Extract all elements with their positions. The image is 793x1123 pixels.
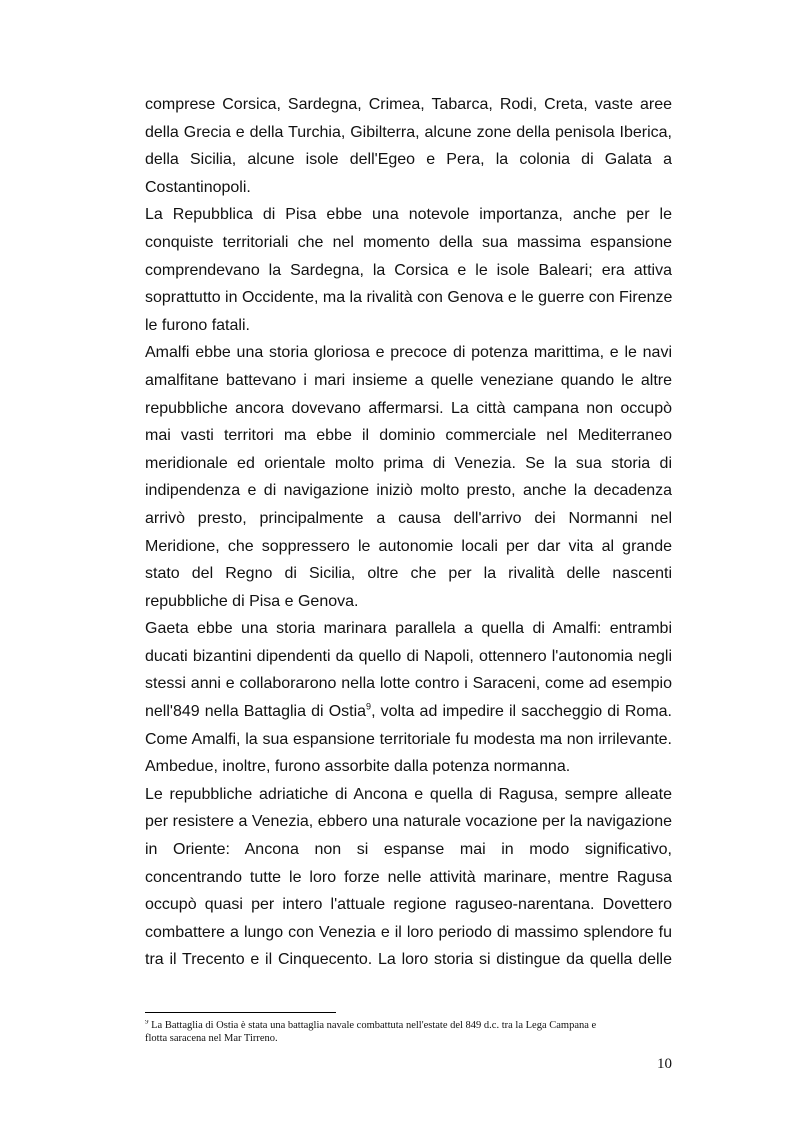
text-line: stessi anni e collaborarono nella lotte contro i Saraceni, come ad esempio: [145, 675, 672, 693]
text-line: Amalfi ebbe una storia gloriosa e precoce di potenza marittima, e le navi: [145, 344, 672, 362]
text-line: conquiste territoriali che nel momento della sua massima espansione: [145, 233, 672, 251]
footnote-separator: [145, 1012, 336, 1013]
text-line: tra il Trecento e il Cinquecento. La loro storia si distingue da quella delle: [145, 951, 672, 969]
text-line: occupò quasi per intero l'attuale regione raguseo-narentana. Dovettero: [145, 896, 672, 914]
text-line: repubbliche ancora dovevano affermarsi. La città campana non occupò: [145, 399, 672, 417]
text-line: indipendenza e di navigazione iniziò molto presto, anche la decadenza: [145, 482, 672, 500]
body-text: [145, 91, 672, 974]
text-line: Costantinopoli.: [145, 178, 251, 196]
text-line-with-footnote-ref: [145, 698, 672, 726]
text-line: mai vasti territori ma ebbe il dominio commerciale nel Mediterraneo: [145, 427, 672, 445]
text-line: Meridione, che soppressero le autonomie locali per dar vita al grande: [145, 537, 672, 555]
footnote-ref-9[interactable]: 9: [366, 701, 372, 712]
footnote-text: La Battaglia di Ostia è stata una battaglia navale combattuta nell'estate del 849 d.c. tra la Lega Campana e: [148, 1020, 597, 1031]
text-line: comprese Corsica, Sardegna, Crimea, Tabarca, Rodi, Creta, vaste aree: [145, 96, 672, 113]
footnote: [145, 1020, 672, 1045]
text-line: La Repubblica di Pisa ebbe una notevole importanza, anche per le: [145, 206, 672, 224]
footnote-line: [145, 1020, 672, 1033]
text-line: meridionale ed orientale molto prima di Venezia. Se la sua storia di: [145, 454, 672, 472]
text-line: le furono fatali.: [145, 316, 250, 334]
text-line: concentrando tutte le loro forze nelle attività marinare, mentre Ragusa: [145, 868, 672, 886]
text-line: combattere a lungo con Venezia e il loro periodo di massimo splendore fu: [145, 923, 672, 941]
text-line: Come Amalfi, la sua espansione territoriale fu modesta ma non irrilevante.: [145, 730, 672, 748]
text-line: repubbliche di Pisa e Genova.: [145, 592, 359, 610]
text-segment: nell'849 nella Battaglia di Ostia: [145, 703, 367, 721]
text-line: comprendevano la Sardegna, la Corsica e le isole Baleari; era attiva: [145, 261, 672, 279]
text-line: Ambedue, inoltre, furono assorbite dalla potenza normanna.: [145, 758, 571, 776]
text-segment: , volta ad impedire il saccheggio di Roma.: [371, 703, 672, 721]
text-line: soprattutto in Occidente, ma la rivalità con Genova e le guerre con Firenze: [145, 289, 672, 307]
text-line: Le repubbliche adriatiche di Ancona e quella di Ragusa, sempre alleate: [145, 785, 672, 803]
text-line: in Oriente: Ancona non si espanse mai in modo significativo,: [145, 841, 672, 859]
text-line: della Sicilia, alcune isole dell'Egeo e Pera, la colonia di Galata a: [145, 151, 672, 169]
text-line: Gaeta ebbe una storia marinara parallela a quella di Amalfi: entrambi: [145, 620, 672, 638]
text-line: stato del Regno di Sicilia, oltre che per la rivalità delle nascenti: [145, 565, 672, 583]
footnote-line: flotta saracena nel Mar Tirreno.: [145, 1032, 278, 1044]
text-line: per resistere a Venezia, ebbero una naturale vocazione per la navigazione: [145, 813, 672, 831]
text-line: ducati bizantini dipendenti da quello di Napoli, ottennero l'autonomia negli: [145, 647, 672, 665]
page-number: 10: [657, 1056, 672, 1072]
text-line: della Grecia e della Turchia, Gibilterra, alcune zone della penisola Iberica,: [145, 123, 672, 141]
footnote-marker: 9: [145, 1020, 149, 1026]
text-line: amalfitane battevano i mari insieme a quelle veneziane quando le altre: [145, 371, 672, 389]
text-line: arrivò presto, principalmente a causa dell'arrivo dei Normanni nel: [145, 509, 672, 527]
